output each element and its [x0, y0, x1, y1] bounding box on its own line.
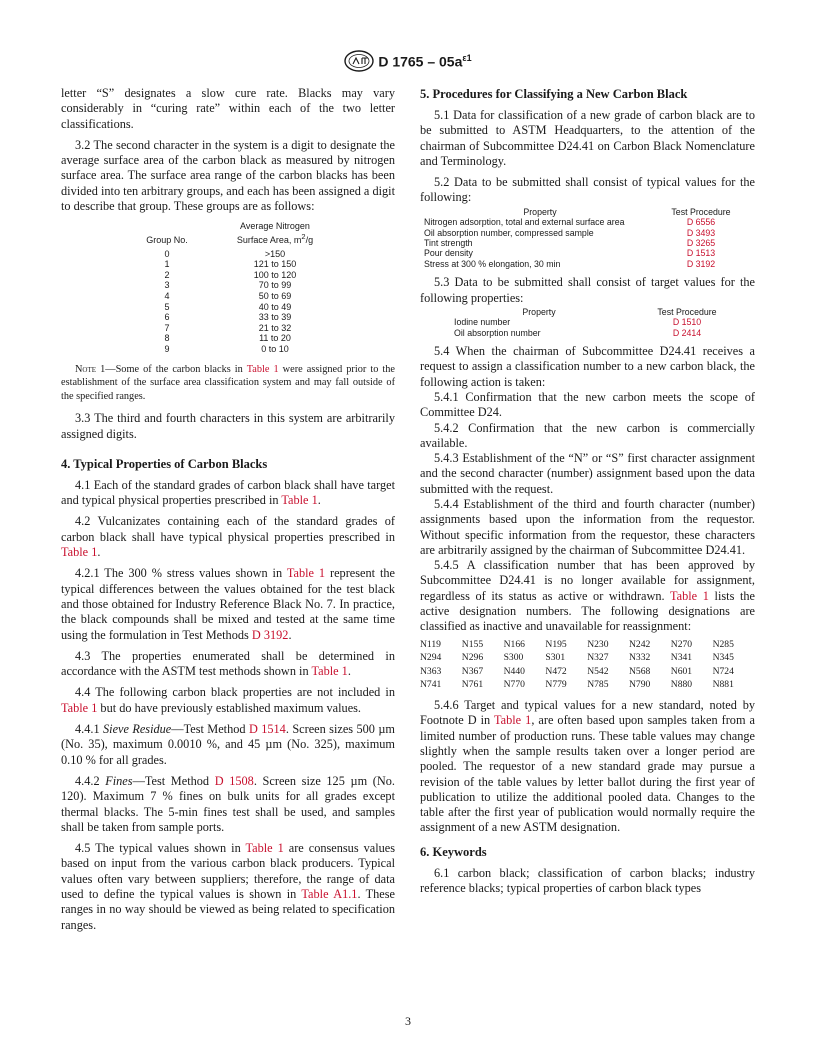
paragraph-4-1: 4.1 Each of the standard grades of carbon black shall have target and typical physical properties prescribed in Table 1.: [61, 477, 395, 508]
table-1-link[interactable]: Table 1: [61, 545, 98, 560]
right-column: [420, 86, 755, 896]
table-row: 2 100 to 120: [164, 269, 297, 280]
table-header-row: [454, 307, 750, 317]
page-number: 3: [405, 1014, 411, 1028]
section-4-heading: 4. Typical Properties of Carbon Blacks: [61, 456, 268, 471]
test-procedure-header: Test Procedure: [671, 206, 731, 217]
table-1-link[interactable]: Table 1: [246, 363, 279, 375]
d3493-link[interactable]: D 3493: [686, 227, 716, 238]
paragraph-5-4-2: 5.4.2 Confirmation that the new carbon is commercially available.: [420, 420, 755, 450]
table-row: 8 11 to 20: [164, 333, 291, 344]
table-1-link[interactable]: Table 1: [281, 493, 318, 508]
paragraph-5-4-5: 5.4.5 A classification number that has been approved by Subcommittee D24.41 is no longer available for assignment, regardless of its status as active or withdrawn. Table 1 lists the active designation numbers. The following designations are classified as inactive and unavailable for reassignment:: [420, 558, 755, 634]
left-column: [61, 86, 395, 933]
section-6-heading: 6. Keywords: [420, 844, 487, 859]
section-5-heading: 5. Procedures for Classifying a New Carbon Black: [420, 87, 688, 101]
d3265-link[interactable]: D 3265: [686, 238, 716, 248]
d1514-link[interactable]: D 1514: [248, 722, 286, 737]
paragraph-5-4-6: 5.4.6 Target and typical values for a new standard, noted by Footnote D in Table 1, are often based upon samples taken from a limited number of production runs. These table values may change slightly when the sample results taken over a longer period are pooled. The requestor of a new standard grade may pursue a revision of the table values by letter ballot during the first year of publication to utilize the additional pooled data. Changes to the table after the first year of publication would normally require the assignment of a new ASTM designation.: [420, 698, 755, 835]
d3192-link[interactable]: D 3192: [251, 627, 289, 642]
paragraph-5-4-1: 5.4.1 Confirmation that the new carbon meets the scope of Committee D24.: [420, 389, 755, 420]
test-procedure-header: Test Procedure: [657, 306, 717, 317]
table-1-link[interactable]: Table 1: [286, 566, 326, 581]
table-row: Iodine number D 1510: [454, 317, 750, 327]
target-values-table: [454, 307, 750, 338]
note-1: Note 1—Some of the carbon blacks in Table 1 were assigned prior to the establishment of the surface area classification system and may fall outside of the specified ranges.: [61, 363, 395, 402]
table-row: N741 N761 N770 N779 N785 N790 N880 N881: [420, 679, 734, 691]
table-row: Pour density D 1513: [424, 248, 746, 258]
group-no-header: Group No.: [146, 234, 188, 245]
paragraph-5-2: 5.2 Data to be submitted shall consist of typical values for the following:: [420, 175, 755, 205]
table-row: N119 N155 N166 N195 N230 N242 N270 N285: [420, 638, 734, 650]
table-1-link[interactable]: Table 1: [311, 664, 348, 679]
table-1-link[interactable]: Table 1: [245, 841, 284, 856]
property-header: Property: [522, 306, 556, 317]
d1508-link[interactable]: D 1508: [214, 773, 254, 788]
paragraph-4-2-1: 4.2.1 The 300 % stress values shown in Table 1 represent the typical differences between the values obtained for the test black and those obtained for Industry Reference Black No. 7. In practice, the black compounds shall be mixed and tested at the same time using the formulation in Test Methods D 3192.: [61, 566, 396, 642]
paragraph-4-4-2: 4.4.2 Fines—Test Method D 1508. Screen size 125 µm (No. 120). Maximum 7 % fines on bulk units for all grades except thermal blacks. The 5-min fines test shall be used, and samples shall be taken from sample ports.: [61, 773, 395, 834]
paragraph-5-4-4: 5.4.4 Establishment of the third and fourth character (number) assignments based upon the information from the requestor. Without specific information from the requestor, these characters are arbitrarily assigned by the chairman of Subcommittee D24.41.: [420, 497, 755, 557]
d1510-link[interactable]: D 1510: [672, 317, 702, 328]
paragraph-3-2: 3.2 The second character in the system is a digit to designate the average surface area of the carbon black as measured by nitrogen surface area. The surface area range of the carbon blacks has been divided into ten arbitrary groups, and each has been assigned a digit to describe that group. These groups are as follows:: [61, 137, 395, 214]
astm-logo-icon: [344, 50, 374, 72]
typical-values-table: [424, 207, 746, 269]
d6556-link[interactable]: D 6556: [686, 217, 716, 228]
paragraph-5-1: 5.1 Data for classification of a new grade of carbon black are to be submitted to ASTM Headquarters, to the attention of the chairman of Subcommittee D24.41 on Carbon Black Nomenclature and Terminology.: [420, 108, 755, 168]
table-row: 7 21 to 32: [164, 322, 292, 333]
table-1-link[interactable]: Table 1: [61, 700, 98, 715]
table-row: N294 N296 S300 S301 N327 N332 N341 N345: [420, 652, 734, 664]
table-row: 1 121 to 150: [164, 259, 297, 270]
surface-area-group-table: [119, 221, 335, 354]
table-row: 3 70 to 99: [164, 280, 292, 291]
property-header: Property: [523, 206, 557, 217]
table-row: Nitrogen adsorption, total and external surface area D 6556: [424, 217, 746, 227]
table-row: 9 0 to 10: [164, 343, 289, 354]
document-designation: D $1765 - 05a^{\varepsilon 1}$: [378, 52, 472, 70]
paragraph-4-5: 4.5 The typical values shown in Table 1 are consensus values based on input from the various carbon black producers. Typical values often vary between suppliers; therefore, the range of data used to define the typical values is shown in Table A1.1. These ranges in no way should be viewed as being related to specification ranges.: [61, 841, 396, 932]
paragraph-5-3: 5.3 Data to be submitted shall consist of target values for the following properties:: [420, 275, 755, 305]
table-row: Oil absorption number, compressed sample D 3493: [424, 228, 746, 238]
paragraph-5-4-3: 5.4.3 Establishment of the “N” or “S” first character assignment and the second character (number) assignment based upon the data submitted with the request.: [420, 451, 755, 496]
table-1-link[interactable]: Table 1: [494, 713, 532, 728]
table-row: 0 >150: [164, 248, 286, 259]
surface-area-header: Average Nitrogen Surface Area, $m^2/g$: [236, 221, 314, 245]
paragraph-4-4: 4.4 The following carbon black properties are not included in Table 1 but do have previously established maximum values.: [61, 685, 395, 715]
d3192-link[interactable]: D 3192: [686, 258, 716, 269]
table-row: 5 40 to 49: [164, 301, 292, 312]
table-row: 6 33 to 39: [164, 312, 292, 323]
paragraph-4-3: 4.3 The properties enumerated shall be determined in accordance with the ASTM test methods shown in Table 1.: [61, 648, 395, 679]
table-row: Stress at 300 % elongation, 30 min D 3192: [424, 259, 746, 269]
inactive-designations-table: [420, 638, 754, 692]
paragraph-4-2: 4.2 Vulcanizates containing each of the standard grades of carbon black shall have typical physical properties prescribed in Table 1.: [61, 514, 395, 560]
paragraph-6-1: 6.1 carbon black; classification of carbon blacks; industry reference blacks; typical properties of carbon black types: [420, 865, 755, 896]
paragraph-intro: letter “S” designates a slow cure rate. Blacks may vary considerably in “curing rate” within each of the two letter classifications.: [61, 86, 395, 131]
d1513-link[interactable]: D 1513: [686, 248, 716, 259]
paragraph-4-4-1: 4.4.1 Sieve Residue—Test Method D 1514. Screen sizes 500 µm (No. 35), maximum 0.0010 %, and 45 µm (No. 325), maximum 0.10 % for all grades.: [61, 722, 395, 767]
d2414-link[interactable]: D 2414: [672, 327, 702, 338]
paragraph-3-3: 3.3 The third and fourth characters in this system are arbitrarily assigned digits.: [61, 411, 395, 441]
table-row: Tint strength D 3265: [424, 238, 746, 248]
table-row: N363 N367 N440 N472 N542 N568 N601 N724: [420, 665, 734, 677]
page-header: [0, 50, 816, 72]
table-row: 4 50 to 69: [164, 290, 292, 301]
table-header-row: [424, 207, 746, 217]
table-row: Oil absorption number D 2414: [454, 328, 750, 338]
paragraph-5-4: 5.4 When the chairman of Subcommittee D24.41 receives a request to assign a classification number to a new carbon black, the following action is taken:: [420, 344, 755, 389]
table-a1-1-link[interactable]: Table A1.1: [301, 887, 358, 901]
table-1-link[interactable]: Table 1: [670, 588, 709, 603]
table-header-row: [119, 221, 335, 245]
